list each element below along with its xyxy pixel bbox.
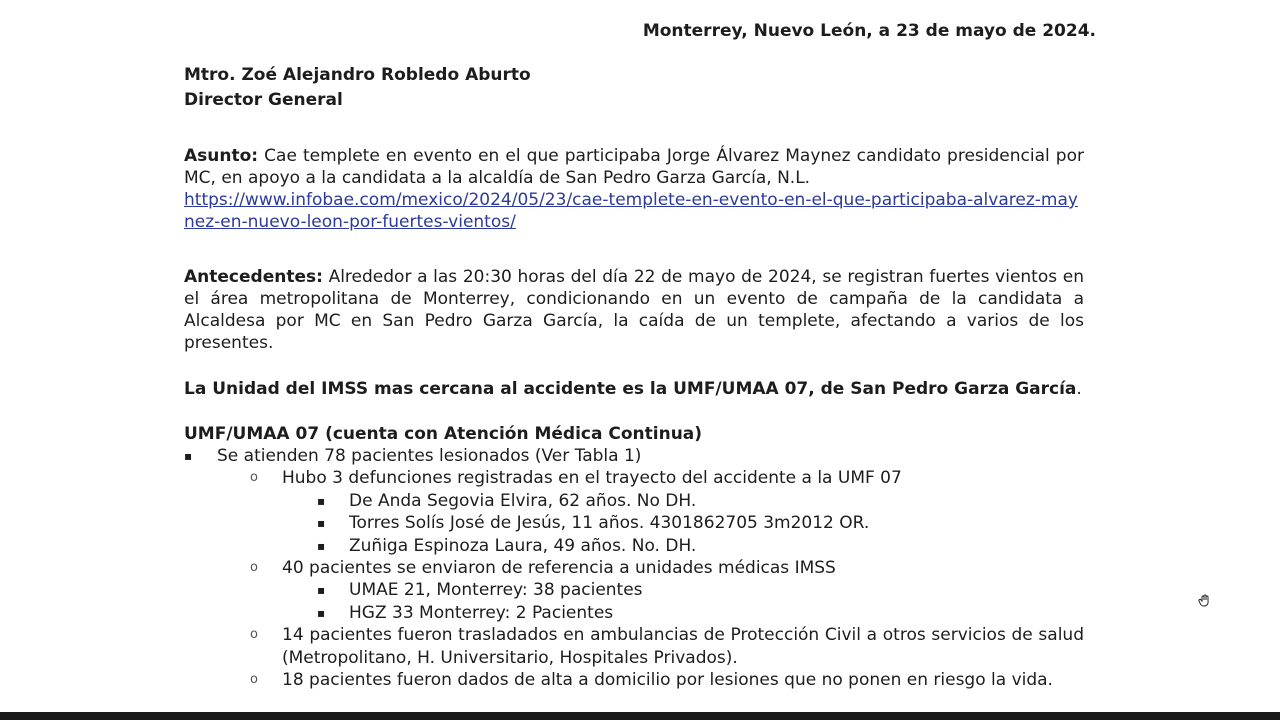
circle-bullet-icon: o	[250, 560, 258, 576]
unidad-statement	[184, 378, 1082, 400]
list-item-text: HGZ 33 Monterrey: 2 Pacientes	[349, 602, 614, 623]
list-item-text: Se atienden 78 pacientes lesionados (Ver Tabla 1)	[217, 446, 642, 466]
list-item	[184, 557, 1084, 579]
unidad-statement-suffix: .	[1076, 379, 1082, 399]
asunto-text: Cae templete en evento en el que participaba Jorge Álvarez Maynez candidato presidencial por MC, en apoyo a la candidata a la alcaldía de San Pedro Garza García, N.L.	[184, 146, 1084, 188]
list-item-text: Torres Solís José de Jesús, 11 años. 4301862705 3m2012 OR.	[349, 513, 870, 534]
list-item-text: 18 pacientes fueron dados de alta a domicilio por lesiones que no ponen en riesgo la vida.	[282, 670, 1053, 691]
news-link[interactable]: https://www.infobae.com/mexico/2024/05/23/cae-templete-en-evento-en-el-que-participaba-alvarez-maynez-en-nuevo-leon-por-fuertes-vientos/	[184, 190, 1078, 232]
square-bullet-icon: ▪	[184, 449, 193, 463]
umf-heading: UMF/UMAA 07 (cuenta con Atención Médica Continua)	[184, 424, 703, 444]
square-bullet-icon: ▪	[317, 493, 326, 508]
list-item	[184, 445, 1084, 467]
list-item-text: De Anda Segovia Elvira, 62 años. No DH.	[349, 490, 697, 511]
list-item-text: Hubo 3 defunciones registradas en el trayecto del accidente a la UMF 07	[282, 468, 902, 489]
circle-bullet-icon: o	[250, 627, 258, 643]
unidad-statement-text: La Unidad del IMSS mas cercana al accidente es la UMF/UMAA 07, de San Pedro Garza García	[184, 379, 1077, 399]
hand-cursor-icon	[1198, 594, 1212, 608]
square-bullet-icon: ▪	[317, 538, 326, 553]
circle-bullet-icon: o	[250, 672, 258, 688]
list-item	[184, 467, 1084, 489]
antecedentes-label: Antecedentes:	[184, 267, 323, 287]
list-item	[184, 535, 1084, 557]
asunto-label: Asunto:	[184, 146, 259, 166]
bottom-bar	[0, 712, 1280, 720]
antecedentes-paragraph	[184, 266, 1084, 354]
square-bullet-icon: ▪	[317, 516, 326, 531]
asunto-paragraph	[184, 145, 1084, 233]
list-item-text: UMAE 21, Monterrey: 38 pacientes	[349, 580, 643, 601]
list-item-text: 40 pacientes se enviaron de referencia a unidades médicas IMSS	[282, 558, 836, 579]
addressee-block	[184, 63, 531, 113]
list-item-text: 14 pacientes fueron trasladados en ambulancias de Protección Civil a otros servicios de salud (Metropolitano, H. Universitario, Hospitales Privados).	[282, 625, 1084, 668]
addressee-title: Director General	[184, 90, 343, 110]
list-item	[184, 624, 1084, 669]
list-item	[184, 579, 1084, 601]
addressee-name: Mtro. Zoé Alejandro Robledo Aburto	[184, 65, 531, 85]
date-line: Monterrey, Nuevo León, a 23 de mayo de 2024.	[642, 21, 1096, 41]
square-bullet-icon: ▪	[317, 583, 326, 598]
list-item	[184, 602, 1084, 624]
document-page	[184, 0, 1096, 712]
antecedentes-text: Alrededor a las 20:30 horas del día 22 de mayo de 2024, se registran fuertes vientos en el área metropolitana de Monterrey, condicionando en un evento de campaña de la candidata a Alcaldesa por MC en San Pedro Garza García, la caída de un templete, afectando a varios de los presentes.	[184, 267, 1084, 353]
circle-bullet-icon: o	[250, 470, 258, 486]
list-item-text: Zuñiga Espinoza Laura, 49 años. No. DH.	[349, 535, 697, 556]
list-item	[184, 669, 1084, 691]
umf-list	[184, 445, 1084, 691]
list-item	[184, 490, 1084, 512]
list-item	[184, 512, 1084, 534]
square-bullet-icon: ▪	[317, 605, 326, 620]
